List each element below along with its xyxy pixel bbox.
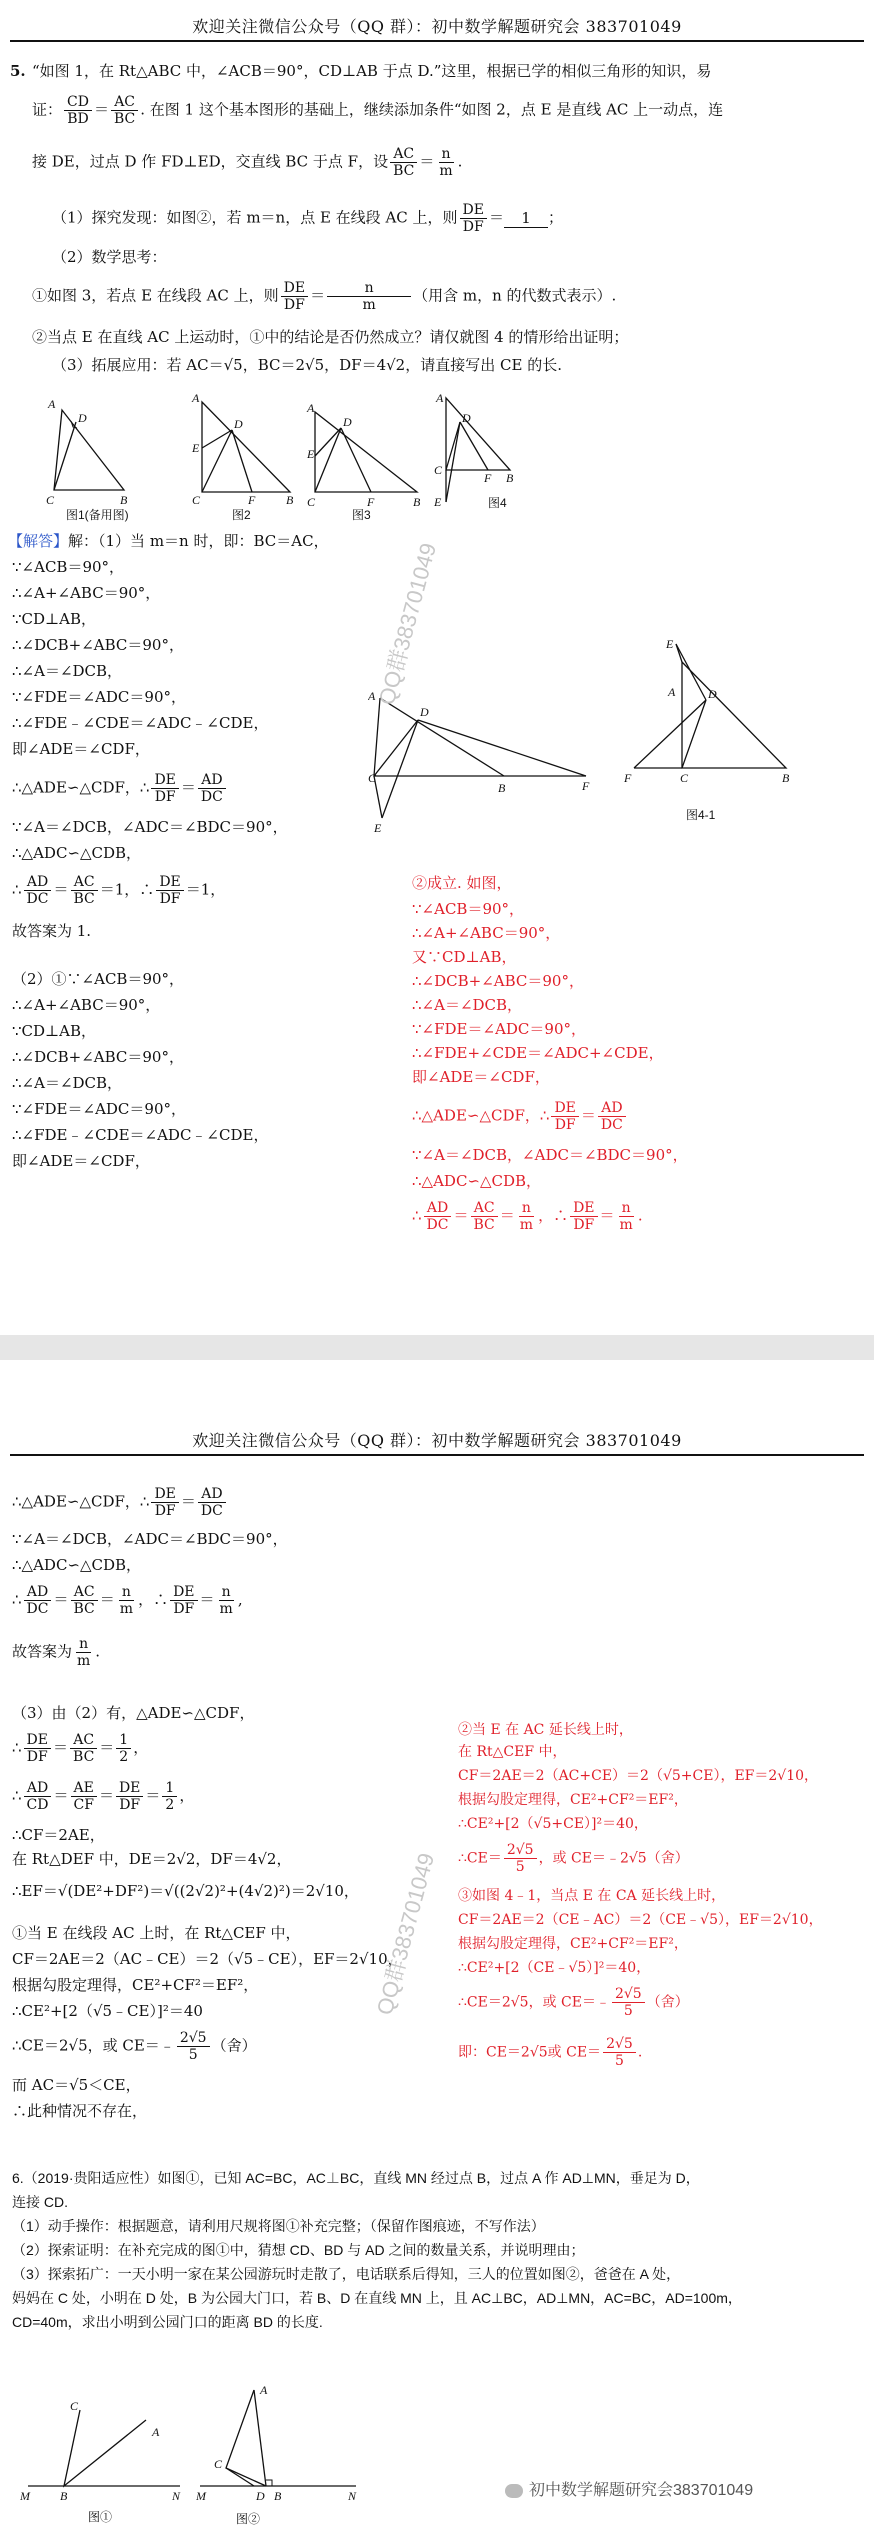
case1-line-4: ∴CE²+[2（√5﹣CE）]²＝40 (12, 2002, 203, 2020)
solution-line-3: ∵CD⊥AB， (12, 610, 97, 628)
caption-q6-2: 图② (236, 2512, 261, 2526)
solution-line-6: ∵∠FDE＝∠ADC＝90°， (12, 688, 186, 706)
red-line-4: 又∵CD⊥AB， (412, 948, 517, 966)
watermark-2: QQ群383701049 (371, 1850, 440, 2018)
svg-text:D: D (234, 417, 243, 431)
ratio-line-1: ∴ $\frac{AD}{DC}$ ＝ $\frac{AC}{BC}$ ＝1，∴ $\frac{DE}{DF}$ ＝1， (12, 874, 226, 908)
solution-line-10: ∴△ADC∽△CDB， (12, 844, 142, 862)
svg-text:B: B (782, 771, 790, 785)
svg-text:B: B (120, 493, 128, 507)
svg-text:A: A (48, 397, 56, 411)
svg-text:F: F (582, 779, 590, 793)
svg-text:E: E (434, 495, 442, 509)
svg-text:C: C (680, 771, 689, 785)
svg-text:F: F (367, 495, 375, 509)
svg-text:F: F (248, 493, 256, 507)
header-rule-2 (10, 1454, 864, 1456)
svg-text:B: B (506, 471, 514, 485)
part3-line-cf: ∴CF＝2AE， (12, 1826, 105, 1844)
similarity-line-1: ∴△ADE∽△CDF，∴ $\frac{DE}{DF}$ ＝ $\frac{AD}{DC}$ (12, 772, 228, 805)
question-2-title: （2）数学思考： (52, 248, 167, 266)
p2-similarity: ∴△ADE∽△CDF，∴ $\frac{DE}{DF}$ ＝ $\frac{AD}{DC}$ (12, 1486, 228, 1519)
red2-line-1: ②当 E 在 AC 延长线上时， (458, 1722, 633, 1738)
svg-text:D: D (78, 411, 87, 425)
red2-final: 即：CE＝2√5或 CE＝ $\frac{2√5}{5}$ . (458, 2036, 643, 2070)
q6-line-1: 6.（2019·贵阳适应性）如图①，已知 AC=BC，AC⊥BC，直线 MN 经过点 B，过点 A 作 AD⊥MN，垂足为 D， (12, 2170, 700, 2186)
page-2 (0, 1360, 874, 2526)
q6-line-7: CD=40m，求出小明到公园门口的距离 BD 的长度. (12, 2314, 323, 2330)
svg-text:A: A (260, 2384, 268, 2397)
red-line-6: ∴∠A＝∠DCB， (412, 996, 523, 1014)
p2-line-3: ∴△ADC∽△CDB， (12, 1556, 142, 1574)
svg-text:B: B (498, 781, 506, 795)
part2-line-1: （2）①∵∠ACB＝90°， (12, 970, 185, 988)
question-1: （1）探究发现：如图②，若 m＝n，点 E 在线段 AC 上，则 $\frac{DE}{DF}$ ＝ 1 ； (52, 202, 564, 236)
part2-line-2: ∴∠A+∠ABC＝90°， (12, 996, 161, 1014)
red2-line-7: CF＝2AE＝2（CE﹣AC）＝2（CE﹣√5），EF＝2√10， (458, 1912, 823, 1928)
case1-line-1: ①当 E 在线段 AC 上时，在 Rt△CEF 中， (12, 1924, 301, 1942)
red-line-3: ∴∠A+∠ABC＝90°， (412, 924, 561, 942)
solution-line-8: 即∠ADE＝∠CDF， (12, 740, 150, 758)
p2-ratio: ∴ $\frac{AD}{DC}$ ＝ $\frac{AC}{BC}$ ＝ $\frac{n}{m}$ ，∴ $\frac{DE}{DF}$ ＝ $\frac{n}{m}$ , (12, 1584, 243, 1618)
figure-3 (305, 392, 425, 512)
solution-line-1: ∵∠ACB＝90°， (12, 558, 125, 576)
fraction-ac-bc-2: $\frac{AC}{BC}$ (390, 146, 417, 179)
p2-line-2: ∵∠A＝∠DCB，∠ADC＝∠BDC＝90°， (12, 1530, 288, 1548)
red2-line-4: 根据勾股定理得，CE²+CF²＝EF²， (458, 1792, 688, 1808)
svg-text:A: A (368, 689, 376, 703)
wechat-icon (505, 2484, 523, 2498)
solution-line-7: ∴∠FDE﹣∠CDE＝∠ADC﹣∠CDE， (12, 714, 269, 732)
fraction-de-df-2: $\frac{DE}{DF}$ (281, 280, 308, 313)
svg-text:D: D (708, 687, 717, 701)
caption-figure-2: 图2 (232, 508, 251, 522)
answer-blank-1: 1 (504, 209, 548, 228)
svg-text:F: F (624, 771, 632, 785)
p2-answer: 故答案为 $\frac{n}{m}$ . (12, 1636, 101, 1670)
svg-text:A: A (668, 685, 676, 699)
part3-ratio-2: ∴ $\frac{AD}{CD}$ ＝ $\frac{AE}{CF}$ ＝ $\frac{DE}{DF}$ ＝ $\frac{1}{2}$ ， (12, 1780, 195, 1814)
question-2-part-1: ①如图 3，若点 E 在线段 AC 上，则 $\frac{DE}{DF}$ ＝ $\frac{n}{m}$ （用含 m，n 的代数式表示）. (32, 280, 617, 314)
svg-text:C: C (434, 463, 443, 477)
svg-text:D: D (462, 411, 471, 425)
case1-line-3: 根据勾股定理得，CE²+CF²＝EF²， (12, 1976, 259, 1994)
figure-4 (432, 392, 522, 517)
figure-q6-1 (20, 2400, 190, 2510)
red-line-5: ∴∠DCB+∠ABC＝90°， (412, 972, 584, 990)
question-2-part-2: ②当点 E 在直线 AC 上运动时，①中的结论是否仍然成立？请仅就图 4 的情形给出证明； (32, 328, 629, 346)
header-rule (10, 40, 864, 42)
page-header-2: 欢迎关注微信公众号（QQ 群）：初中数学解题研究会 383701049 (192, 1431, 682, 1450)
fraction-answer-blank: $\frac{n}{m}$ (327, 280, 411, 313)
figure-4-1 (610, 640, 800, 790)
svg-text:C: C (368, 771, 377, 785)
red-line-11: ∴△ADC∽△CDB， (412, 1172, 542, 1190)
red-line-9: 即∠ADE＝∠CDF， (412, 1068, 550, 1086)
part3-line-ef: ∴EF＝√(DE²+DF²)＝√((2√2)²+(4√2)²)＝2√10， (12, 1882, 359, 1900)
intro-line-3: 接 DE，过点 D 作 FD⊥ED，交直线 BC 于点 F，设 $\frac{AC}{BC}$ ＝ $\frac{n}{m}$ . (32, 146, 463, 180)
red2-result-1: ∴CE＝ $\frac{2√5}{5}$ ，或 CE＝﹣2√5（舍） (458, 1842, 689, 1876)
page-header: 欢迎关注微信公众号（QQ 群）：初中数学解题研究会 383701049 (192, 17, 682, 36)
svg-text:C: C (192, 493, 201, 507)
fraction-cd-bd: $\frac{CD}{BD}$ (64, 94, 92, 127)
page-gap (0, 1335, 874, 1360)
svg-text:E: E (192, 441, 200, 455)
red-line-2: ∵∠ACB＝90°， (412, 900, 525, 918)
solution-line-5: ∴∠A＝∠DCB， (12, 662, 123, 680)
svg-text:E: E (374, 821, 382, 835)
svg-text:B: B (60, 2489, 68, 2503)
svg-text:E: E (666, 640, 674, 651)
caption-figure-4-1: 图4-1 (686, 808, 716, 822)
part3-line-def: 在 Rt△DEF 中，DE＝2√2，DF＝4√2， (12, 1850, 292, 1868)
q6-line-5: （3）探索拓广：一天小明一家在某公园游玩时走散了，电话联系后得知，三人的位置如图②，爸爸在 A 处， (12, 2266, 681, 2282)
q6-line-3: （1）动手操作：根据题意，请利用尺规将图①补充完整；（保留作图痕迹，不写作法） (12, 2218, 545, 2234)
fraction-ac-bc: $\frac{AC}{BC}$ (111, 94, 138, 127)
svg-text:D: D (256, 2489, 265, 2503)
red-line-7: ∵∠FDE＝∠ADC＝90°， (412, 1020, 586, 1038)
caption-figure-4: 图4 (488, 496, 507, 510)
red2-result-2: ∴CE＝2√5，或 CE＝﹣ $\frac{2√5}{5}$ （舍） (458, 1986, 689, 2020)
svg-text:N: N (172, 2489, 181, 2503)
question-3: （3）拓展应用：若 AC＝√5，BC＝2√5，DF＝4√2，请直接写出 CE 的长. (52, 356, 562, 374)
svg-text:M: M (20, 2489, 30, 2503)
case1-line-7: ∴此种情况不存在， (12, 2102, 148, 2120)
part2-line-8: 即∠ADE＝∠CDF， (12, 1152, 150, 1170)
svg-text:N: N (348, 2489, 357, 2503)
svg-text:D: D (343, 415, 352, 429)
q6-line-6: 妈妈在 C 处，小明在 D 处，B 为公园大门口，若 B、D 在直线 MN 上，且 AC⊥BC，AD⊥MN，AC=BC，AD=100m， (12, 2290, 742, 2306)
red-similarity: ∴△ADE∽△CDF，∴ $\frac{DE}{DF}$ ＝ $\frac{AD}{DC}$ (412, 1100, 628, 1133)
red-line-8: ∴∠FDE+∠CDE＝∠ADC+∠CDE， (412, 1044, 664, 1062)
red2-line-3: CF＝2AE＝2（AC+CE）＝2（√5+CE），EF＝2√10， (458, 1768, 819, 1784)
svg-text:B: B (413, 495, 421, 509)
red2-line-6: ③如图 4﹣1，当点 E 在 CA 延长线上时， (458, 1888, 726, 1904)
credit-footer: 初中数学解题研究会383701049 (505, 2477, 753, 2500)
caption-figure-1: 图1(备用图) (66, 508, 129, 522)
red2-line-8: 根据勾股定理得，CE²+CF²＝EF²， (458, 1936, 688, 1952)
caption-figure-3: 图3 (352, 508, 371, 522)
figure-q6-2 (196, 2384, 366, 2508)
svg-text:F: F (484, 471, 492, 485)
svg-text:C: C (307, 495, 316, 509)
intro-line-1: “如图 1，在 Rt△ABC 中，∠ACB＝90°，CD⊥AB 于点 D.”这里，根据已学的相似三角形的知识，易 (32, 62, 712, 80)
red2-line-2: 在 Rt△CEF 中， (458, 1744, 567, 1760)
question-number: 5. (10, 62, 26, 80)
part2-line-7: ∴∠FDE﹣∠CDE＝∠ADC﹣∠CDE， (12, 1126, 269, 1144)
answer-1: 故答案为 1. (12, 922, 92, 940)
part2-line-6: ∵∠FDE＝∠ADC＝90°， (12, 1100, 186, 1118)
svg-text:C: C (46, 493, 55, 507)
part3-ratio-1: ∴ $\frac{DE}{DF}$ ＝ $\frac{AC}{BC}$ ＝ $\frac{1}{2}$ ， (12, 1732, 149, 1766)
fraction-de-df: $\frac{DE}{DF}$ (460, 202, 487, 235)
red2-line-5: ∴CE²+[2（√5+CE）]²＝40， (458, 1816, 648, 1832)
solution-start: 【解答】解：（1）当 m＝n 时，即：BC＝AC， (8, 532, 329, 550)
caption-q6-1: 图① (88, 2510, 113, 2524)
svg-text:C: C (70, 2400, 79, 2413)
svg-text:D: D (420, 705, 429, 719)
svg-text:M: M (196, 2489, 206, 2503)
figure-1 (40, 392, 130, 512)
svg-text:B: B (286, 493, 294, 507)
part3-line-1: （3）由（2）有，△ADE∽△CDF， (12, 1704, 255, 1722)
case1-line-6: 而 AC＝√5＜CE， (12, 2076, 141, 2094)
part2-line-3: ∵CD⊥AB， (12, 1022, 97, 1040)
svg-text:B: B (274, 2489, 282, 2503)
solution-tag: 【解答】 (8, 532, 69, 550)
svg-text:A: A (307, 401, 315, 415)
figure-2 (190, 392, 300, 512)
red2-line-9: ∴CE²+[2（CE﹣√5）]²＝40， (458, 1960, 651, 1976)
svg-text:C: C (214, 2457, 223, 2471)
red-ratio: ∴ $\frac{AD}{DC}$ ＝ $\frac{AC}{BC}$ ＝ $\frac{n}{m}$ ，∴ $\frac{DE}{DF}$ ＝ $\frac{n}{m}$ . (412, 1200, 643, 1234)
red-line-1: ②成立. 如图， (412, 874, 512, 892)
fraction-n-m: $\frac{n}{m}$ (439, 146, 453, 180)
q6-line-4: （2）探索证明：在补充完成的图①中，猜想 CD、BD 与 AD 之间的数量关系，并说明理由； (12, 2242, 585, 2258)
figure-solution-4 (368, 668, 608, 838)
case1-line-5: ∴CE＝2√5，或 CE＝﹣ $\frac{2√5}{5}$ （舍） (12, 2030, 257, 2064)
svg-text:A: A (192, 392, 200, 405)
solution-line-2: ∴∠A+∠ABC＝90°， (12, 584, 161, 602)
part2-line-5: ∴∠A＝∠DCB， (12, 1074, 123, 1092)
triangle-abc (54, 410, 124, 490)
svg-text:A: A (152, 2425, 160, 2439)
svg-text:A: A (436, 392, 444, 405)
red-line-10: ∵∠A＝∠DCB，∠ADC＝∠BDC＝90°， (412, 1146, 688, 1164)
solution-line-4: ∴∠DCB+∠ABC＝90°， (12, 636, 184, 654)
solution-line-9: ∵∠A＝∠DCB，∠ADC＝∠BDC＝90°， (12, 818, 288, 836)
watermark-1: QQ群383701049 (373, 540, 442, 708)
intro-line-2: 证： $\frac{CD}{BD}$ ＝ $\frac{AC}{BC}$ . 在图 1 这个基本图形的基础上，继续添加条件“如图 2，点 E 是直线 AC 上一动点，连 (32, 94, 724, 128)
q6-line-2: 连接 CD. (12, 2194, 68, 2210)
svg-text:E: E (307, 447, 315, 461)
part2-line-4: ∴∠DCB+∠ABC＝90°， (12, 1048, 184, 1066)
case1-line-2: CF＝2AE＝2（AC﹣CE）＝2（√5﹣CE），EF＝2√10， (12, 1950, 403, 1968)
